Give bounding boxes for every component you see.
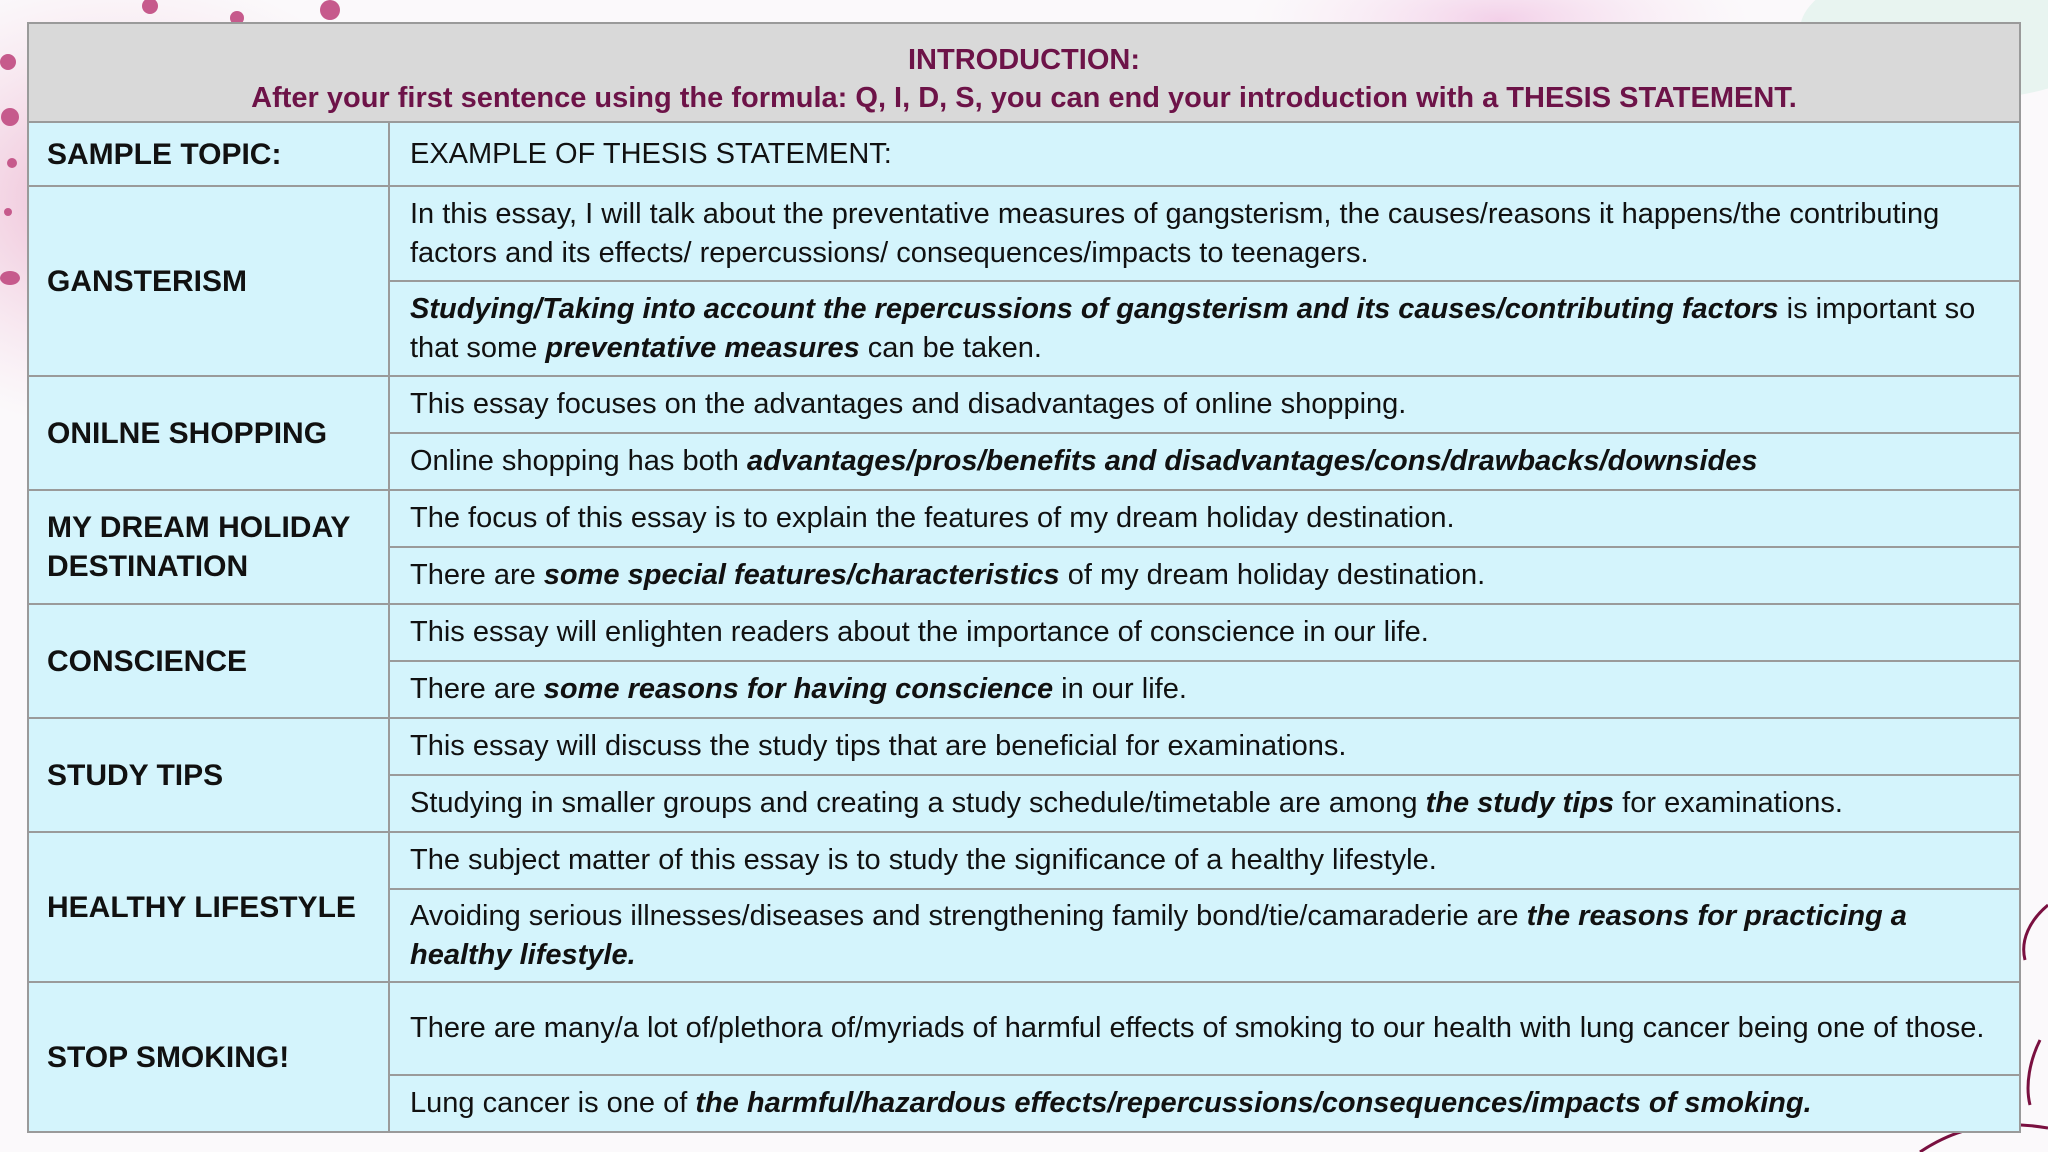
table-row [28, 490, 2020, 547]
header-title: INTRODUCTION: [908, 43, 1140, 76]
header-row [28, 23, 2020, 122]
confetti-dot [1, 108, 19, 126]
plain-text: can be taken. [859, 331, 1042, 364]
example-cell: The subject matter of this essay is to study the significance of a healthy lifestyle. [389, 832, 2020, 889]
topic-cell: STOP SMOKING! [28, 982, 389, 1132]
plain-text: Avoiding serious illnesses/diseases and strengthening family bond/tie/camaraderie are [410, 899, 1527, 932]
emphasis-text: the harmful/hazardous effects/repercussions/consequences/impacts of smoking. [695, 1087, 1812, 1119]
table-row [28, 376, 2020, 433]
example-cell [389, 281, 2020, 376]
emphasis-text: the reasons for practicing a healthy lifestyle. [410, 899, 1907, 971]
plain-text: is important so that some [410, 292, 1976, 364]
topic-cell: CONSCIENCE [28, 604, 389, 718]
emphasis-text: the study tips [1425, 787, 1615, 819]
topic-cell: HEALTHY LIFESTYLE [28, 832, 389, 982]
example-cell [389, 433, 2020, 490]
plain-text: Online shopping has both [410, 445, 747, 477]
example-cell: There are many/a lot of/plethora of/myriads of harmful effects of smoking to our health with lung cancer being one of those. [389, 982, 2020, 1075]
emphasis-text: preventative measures [545, 331, 860, 364]
topic-cell: ONILNE SHOPPING [28, 376, 389, 490]
example-cell: In this essay, I will talk about the preventative measures of gangsterism, the causes/reasons it happens/the contributing factors and its effects/ repercussions/ consequences/impacts to teenagers. [389, 186, 2020, 281]
plain-text: for examinations. [1614, 787, 1843, 819]
example-cell [389, 775, 2020, 832]
topic-cell: STUDY TIPS [28, 718, 389, 832]
swirl-line [2024, 905, 2048, 960]
example-cell: This essay will discuss the study tips that are beneficial for examinations. [389, 718, 2020, 775]
emphasis-text: some reasons for having conscience [543, 673, 1054, 705]
column-header-row [28, 122, 2020, 186]
table-row [28, 186, 2020, 281]
table-row [28, 982, 2020, 1075]
emphasis-text: advantages/pros/benefits and disadvantages/cons/drawbacks/downsides [746, 445, 1758, 477]
plain-text: There are [410, 559, 544, 591]
table-row [28, 604, 2020, 661]
table-row [28, 832, 2020, 889]
confetti-dot [0, 54, 16, 70]
example-cell: This essay focuses on the advantages and disadvantages of online shopping. [389, 376, 2020, 433]
plain-text: of my dream holiday destination. [1059, 559, 1486, 591]
emphasis-text: Studying/Taking into account the repercussions of gangsterism and its causes/contributing factors [410, 292, 1779, 325]
example-cell [389, 547, 2020, 604]
thesis-statement-table [27, 22, 2021, 1133]
introduction-header [28, 23, 2020, 122]
example-cell: The focus of this essay is to explain the features of my dream holiday destination. [389, 490, 2020, 547]
plain-text: in our life. [1053, 673, 1187, 705]
topic-cell: MY DREAM HOLIDAY DESTINATION [28, 490, 389, 604]
topic-cell: GANSTERISM [28, 186, 389, 376]
example-cell: This essay will enlighten readers about the importance of conscience in our life. [389, 604, 2020, 661]
column-header-example: EXAMPLE OF THESIS STATEMENT: [389, 122, 2020, 186]
swirl-line [2028, 1040, 2040, 1105]
example-cell [389, 661, 2020, 718]
confetti-dot [320, 0, 340, 20]
column-header-topic: SAMPLE TOPIC: [28, 122, 389, 186]
example-cell [389, 1075, 2020, 1132]
plain-text: There are [410, 673, 544, 705]
example-cell [389, 889, 2020, 982]
confetti-dot [0, 271, 20, 285]
confetti-dot [7, 158, 17, 168]
emphasis-text: some special features/characteristics [543, 559, 1060, 591]
plain-text: Lung cancer is one of [410, 1087, 696, 1119]
table-row [28, 718, 2020, 775]
plain-text: Studying in smaller groups and creating a study schedule/timetable are among [410, 787, 1426, 819]
header-instruction: After your first sentence using the formula: Q, I, D, S, you can end your introduction with a THESIS STATEMENT. [251, 81, 1797, 114]
confetti-dot [4, 208, 12, 216]
